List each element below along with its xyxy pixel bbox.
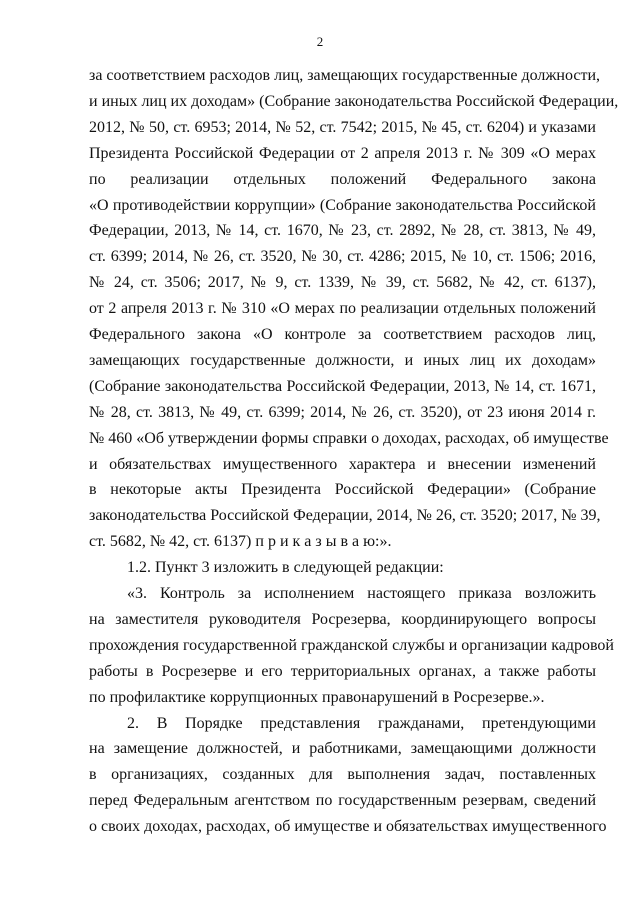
text-line: Федерального закона «О контроле за соответствием расходов лиц, — [89, 326, 596, 343]
text-line: за соответствием расходов лиц, замещающих государственные должности, — [89, 67, 601, 84]
text-line: о своих доходах, расходах, об имуществе и обязательствах имущественного — [89, 818, 607, 836]
text-line: 1.2. Пункт 3 изложить в следующей редакции: — [127, 559, 444, 577]
text-line: № 28, ст. 3813, № 49, ст. 6399; 2014, № 26, ст. 3520), от 23 июня 2014 г. — [89, 403, 596, 421]
text-line: по профилактике коррупционных правонарушений в Росрезерве.». — [89, 688, 545, 706]
text-line: 2. В Порядке представления гражданами, претендующими — [127, 714, 596, 732]
text-line: Президента Российской Федерации от 2 апреля 2013 г. № 309 «О мерах — [89, 144, 596, 162]
text-line: и иных лиц их доходам» (Собрание законодательства Российской Федерации, — [89, 92, 619, 110]
text-line: работы в Росрезерве и его территориальных органах, а также работы — [89, 662, 596, 680]
text-line: от 2 апреля 2013 г. № 310 «О мерах по реализации отдельных положений — [89, 300, 596, 318]
text-line: в некоторые акты Президента Российской Федерации» (Собрание — [89, 481, 596, 499]
text-line: замещающих государственные должности, и иных лиц их доходам» — [89, 351, 596, 369]
text-line: перед Федеральным агентством по государственным резервам, сведений — [89, 792, 596, 810]
text-line: законодательства Российской Федерации, 2014, № 26, ст. 3520; 2017, № 39, — [89, 507, 601, 525]
text-line: 2012, № 50, ст. 6953; 2014, № 52, ст. 7542; 2015, № 45, ст. 6204) и указами — [89, 118, 596, 136]
text-line: Федерации, 2013, № 14, ст. 1670, № 23, ст. 2892, № 28, ст. 3813, № 49, — [89, 222, 596, 240]
text-line: по реализации отдельных положений Федерального закона — [89, 170, 596, 188]
text-line: в организациях, созданных для выполнения задач, поставленных — [89, 766, 596, 784]
text-line: «3. Контроль за исполнением настоящего приказа возложить — [127, 585, 596, 602]
text-line: на заместителя руководителя Росрезерва, координирующего вопросы — [89, 610, 596, 628]
text-line: ст. 5682, № 42, ст. 6137) п р и к а з ы в а ю:». — [89, 533, 392, 551]
text-line: прохождения государственной гражданской службы и организации кадровой — [89, 636, 614, 654]
text-line: № 24, ст. 3506; 2017, № 9, ст. 1339, № 39, ст. 5682, № 42, ст. 6137), — [89, 274, 596, 292]
text-line: (Собрание законодательства Российской Федерации, 2013, № 14, ст. 1671, — [89, 377, 596, 395]
text-line: «О противодействии коррупции» (Собрание законодательства Российской — [89, 196, 596, 214]
text-line: ст. 6399; 2014, № 26, ст. 3520, № 30, ст. 4286; 2015, № 10, ст. 1506; 2016, — [89, 248, 596, 266]
page-number: 2 — [316, 34, 324, 49]
text-line: № 460 «Об утверждении формы справки о доходах, расходах, об имуществе — [89, 429, 609, 447]
text-line: на замещение должностей, и работниками, замещающими должности — [89, 740, 596, 758]
text-line: и обязательствах имущественного характера и внесении изменений — [89, 455, 596, 473]
